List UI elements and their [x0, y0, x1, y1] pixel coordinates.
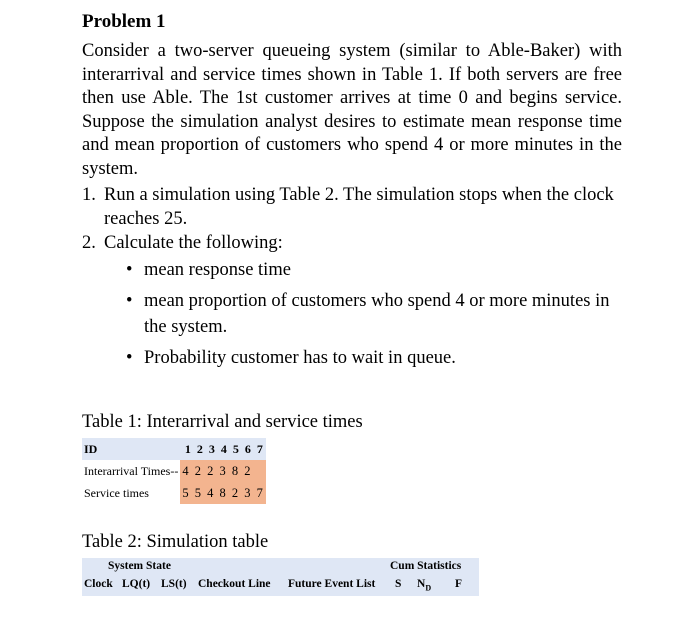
table1-service-values: 5 5 4 8 2 3 7 [180, 482, 266, 504]
table-row [82, 438, 266, 460]
group-cum-statistics: Cum Statistics [390, 560, 462, 572]
table2-caption: Table 2: Simulation table [82, 532, 269, 552]
table1-interarrival-values: 4 2 2 3 8 2 [180, 460, 266, 482]
task-number: 1. [82, 185, 96, 205]
calc-item: • mean proportion of customers who spend 4 or more minutes in the system. [126, 288, 622, 340]
col-checkout-line: Checkout Line [198, 578, 271, 590]
task-text: Run a simulation using Table 2. The simulation stops when the clock reaches 25. [104, 185, 614, 229]
task-item-1 [82, 183, 622, 231]
col-clock: Clock [84, 578, 113, 590]
task-list [82, 183, 622, 371]
table1-id-values: 1 2 3 4 5 6 7 [180, 438, 266, 460]
col-ls: LS(t) [161, 578, 187, 590]
col-s: S [395, 578, 402, 590]
group-system-state: System State [108, 560, 171, 572]
calculation-list [104, 257, 622, 371]
col-future-event-list: Future Event List [288, 578, 376, 590]
table1-service-label: Service times [84, 485, 149, 500]
problem-section [82, 10, 622, 376]
task-number: 2. [82, 233, 96, 253]
table1-caption: Table 1: Interarrival and service times [82, 412, 363, 432]
bullet-icon: • [126, 291, 133, 311]
calc-item: • Probability customer has to wait in queue. [126, 345, 622, 371]
task-text: Calculate the following: [104, 233, 283, 253]
table-row [82, 460, 266, 482]
calc-item: • mean response time [126, 257, 622, 283]
table1-interarrival-label: Interarrival Times-- [84, 463, 179, 478]
table-row [82, 482, 266, 504]
table2-header [82, 558, 479, 596]
problem-intro: Consider a two-server queueing system (similar to Able-Baker) with interarrival and service times shown in Table 1. If both servers are free then use Able. The 1st customer arrives at time 0 and begins service. Suppose the simulation analyst desires to estimate mean response time and mean proportion of customers who spend 4 or more minutes in the system. [82, 41, 622, 179]
table-row [82, 578, 479, 594]
col-f: F [455, 578, 463, 590]
col-nd: $N_D$ [417, 578, 432, 593]
problem-title: Problem 1 [82, 11, 166, 32]
table-row [82, 560, 479, 576]
table1-id-label: ID [82, 438, 180, 460]
bullet-icon: • [126, 260, 133, 280]
bullet-icon: • [126, 348, 133, 368]
table1 [82, 438, 266, 504]
task-item-2 [82, 231, 622, 371]
col-lq: LQ(t) [122, 578, 151, 590]
